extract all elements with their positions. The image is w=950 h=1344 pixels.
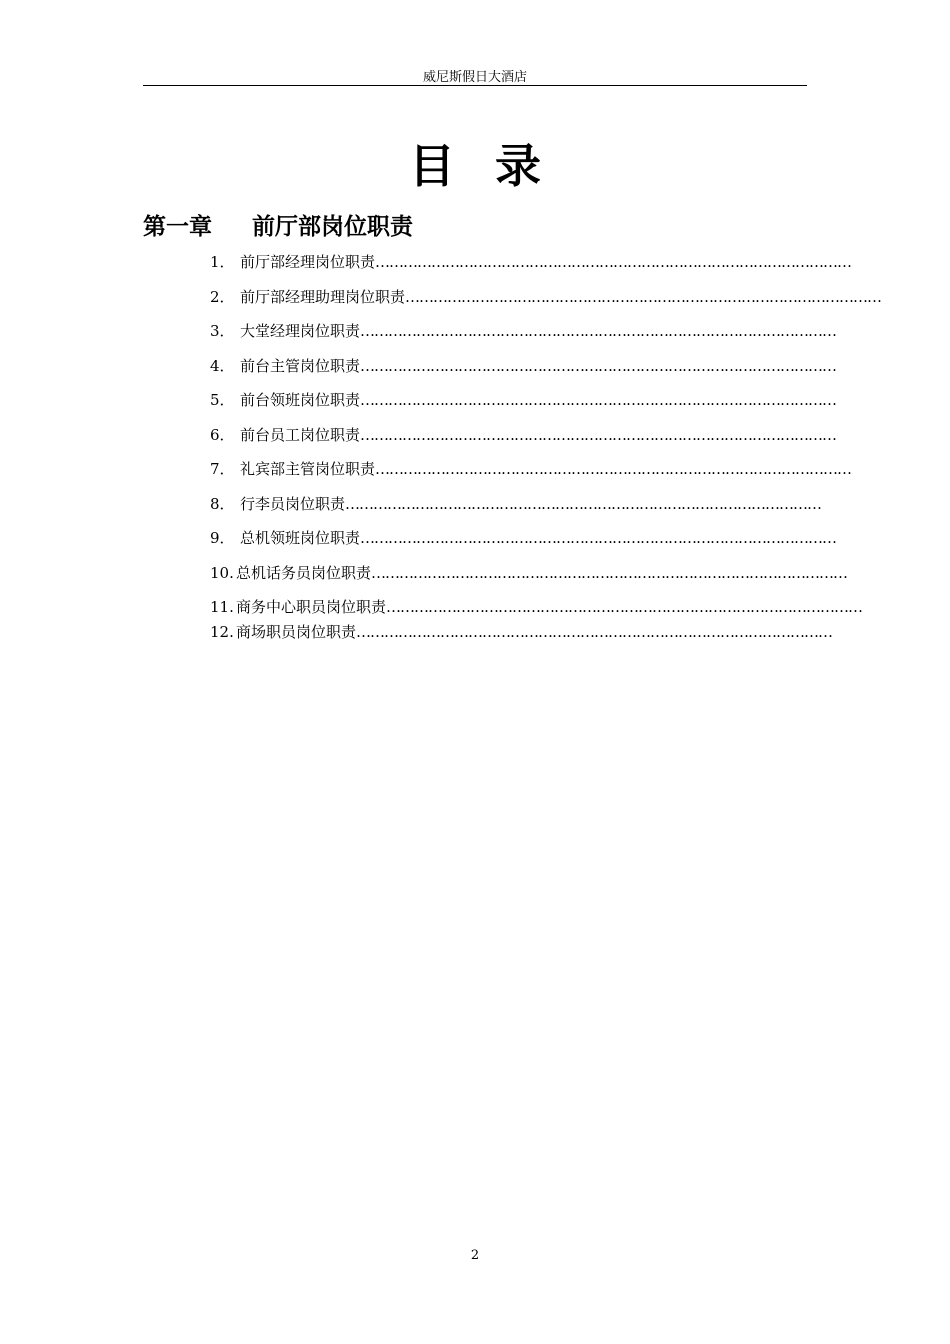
toc-leader-dots: …………………………………………………………………………………………: [345, 495, 822, 513]
toc-entry[interactable]: [210, 494, 822, 514]
header-title: 威尼斯假日大酒店: [422, 70, 527, 85]
toc-entry-text: 大堂经理岗位职责: [240, 322, 361, 340]
toc-entry-number: 6．: [210, 426, 235, 444]
toc-entry-text: 商场职员岗位职责: [236, 623, 357, 641]
toc-entry-number: 7．: [210, 460, 235, 478]
toc-leader-dots: …………………………………………………………………………………………: [405, 288, 882, 306]
toc-entry-text: 前台主管岗位职责: [240, 357, 361, 375]
toc-entry-number: 10.: [210, 564, 234, 582]
toc-entry-number: 3．: [210, 322, 235, 340]
toc-leader-dots: …………………………………………………………………………………………: [360, 391, 837, 409]
toc-leader-dots: …………………………………………………………………………………………: [360, 529, 837, 547]
page-number: 2: [470, 1248, 480, 1263]
toc-entry-text: 前厅部经理助理岗位职责: [240, 288, 406, 306]
toc-entry[interactable]: [210, 321, 837, 341]
toc-entry-number: 8．: [210, 495, 235, 513]
toc-title: 目录: [409, 139, 581, 193]
toc-entry-text: 前台领班岗位职责: [240, 391, 361, 409]
toc-entry-number: 1．: [210, 253, 235, 271]
toc-entry-text: 前厅部经理岗位职责: [240, 253, 376, 271]
toc-entry-number: 2．: [210, 288, 235, 306]
chapter-heading: [143, 208, 413, 241]
toc-entry-number: 4．: [210, 357, 235, 375]
toc-entry[interactable]: [210, 528, 837, 548]
toc-entry-number: 9．: [210, 529, 235, 547]
toc-entry[interactable]: [210, 597, 863, 617]
toc-leader-dots: …………………………………………………………………………………………: [360, 322, 837, 340]
chapter-label: 第一章: [143, 214, 212, 240]
toc-leader-dots: …………………………………………………………………………………………: [386, 598, 863, 616]
toc-leader-dots: …………………………………………………………………………………………: [375, 253, 852, 271]
toc-entry-text: 商务中心职员岗位职责: [236, 598, 387, 616]
toc-entry[interactable]: [210, 287, 882, 307]
toc-entry-text: 礼宾部主管岗位职责: [240, 460, 376, 478]
toc-entry[interactable]: [210, 356, 837, 376]
toc-leader-dots: …………………………………………………………………………………………: [360, 357, 837, 375]
toc-entry[interactable]: [210, 425, 837, 445]
toc-entry-number: 5．: [210, 391, 235, 409]
toc-entry-text: 总机话务员岗位职责: [236, 564, 372, 582]
toc-leader-dots: …………………………………………………………………………………………: [371, 564, 848, 582]
toc-entry-text: 总机领班岗位职责: [240, 529, 361, 547]
toc-entry-text: 前台员工岗位职责: [240, 426, 361, 444]
toc-entry-number: 11.: [210, 598, 234, 616]
toc-entry[interactable]: [210, 563, 848, 583]
toc-entry-number: 12.: [210, 623, 234, 641]
toc-entry[interactable]: [210, 622, 833, 642]
toc-entry[interactable]: [210, 390, 837, 410]
toc-entry[interactable]: [210, 252, 852, 272]
header-divider: [143, 85, 807, 86]
toc-entry[interactable]: [210, 459, 852, 479]
toc-leader-dots: …………………………………………………………………………………………: [375, 460, 852, 478]
toc-leader-dots: …………………………………………………………………………………………: [360, 426, 837, 444]
chapter-title: 前厅部岗位职责: [252, 214, 413, 240]
toc-entry-text: 行李员岗位职责: [240, 495, 346, 513]
toc-leader-dots: …………………………………………………………………………………………: [356, 623, 833, 641]
